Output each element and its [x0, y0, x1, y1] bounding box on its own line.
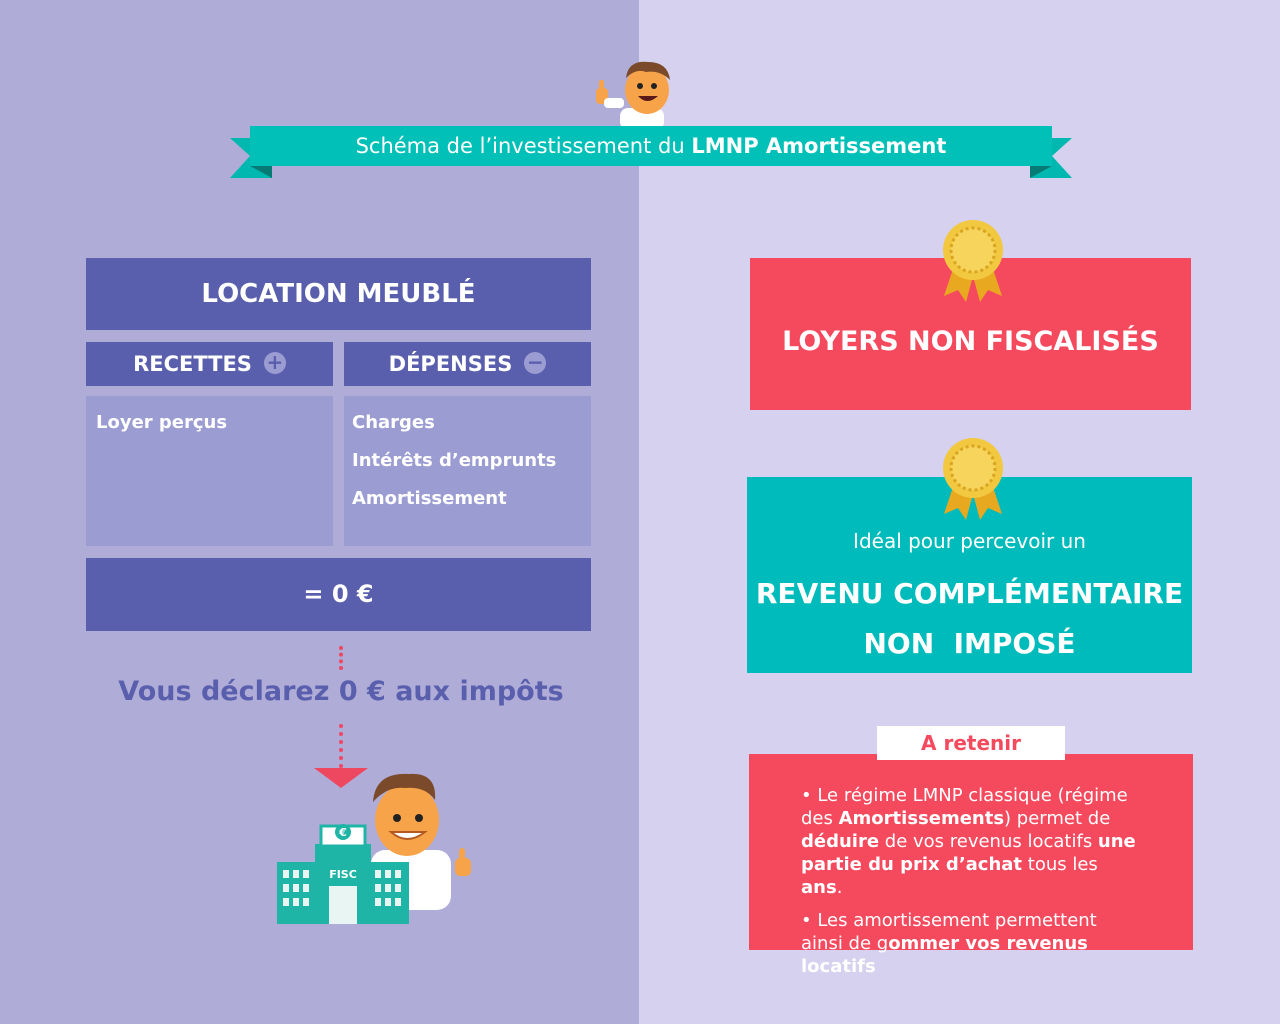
location-meuble-title: LOCATION MEUBLÉ	[86, 258, 591, 330]
ideal-subtitle: Idéal pour percevoir un	[853, 529, 1086, 553]
recettes-label: RECETTES	[133, 352, 252, 376]
title-ribbon	[230, 118, 1072, 180]
depenses-header	[344, 342, 591, 386]
ribbon-title-prefix: Schéma de l’investissement du	[355, 134, 692, 158]
ribbon-title-bold: LMNP Amortissement	[691, 134, 947, 158]
depenses-label: DÉPENSES	[388, 352, 513, 376]
medal-icon	[940, 218, 1006, 302]
retenir-bullet-2: • Les amortissement permettent ainsi de gommer vos revenus locatifs	[801, 910, 1097, 977]
list-item: Loyer perçus	[96, 412, 228, 433]
a-retenir-label: A retenir	[877, 726, 1065, 760]
medal-icon	[940, 436, 1006, 520]
depenses-list	[344, 396, 591, 546]
declare-statement: Vous déclarez 0 € aux impôts	[118, 676, 564, 707]
list-item: Charges	[352, 412, 435, 433]
minus-icon: −	[524, 352, 546, 374]
list-item: Intérêts d’emprunts	[352, 450, 557, 471]
building-label: FISC	[329, 868, 357, 881]
recettes-list	[86, 396, 333, 546]
plus-icon: +	[264, 352, 286, 374]
total-result: = 0 €	[86, 558, 591, 631]
loyers-non-fiscalises-box: LOYERS NON FISCALISÉS	[750, 258, 1191, 410]
ribbon-title	[250, 126, 1052, 166]
retenir-bullet-1: • Le régime LMNP classique (régime des Amortissements) permet de déduire de vos revenus locatifs une partie du prix d’achat tous les ans.	[801, 785, 1136, 898]
recettes-header	[86, 342, 333, 386]
tax-office-building-icon	[275, 770, 485, 930]
a-retenir-box	[749, 754, 1193, 977]
dotted-connector	[339, 646, 347, 670]
ideal-line-2: NON IMPOSÉ	[863, 627, 1076, 660]
dotted-connector	[339, 724, 347, 768]
list-item: Amortissement	[352, 488, 507, 509]
building-euro-symbol: €	[339, 826, 347, 839]
ideal-line-1: REVENU COMPLÉMENTAIRE	[755, 577, 1184, 610]
